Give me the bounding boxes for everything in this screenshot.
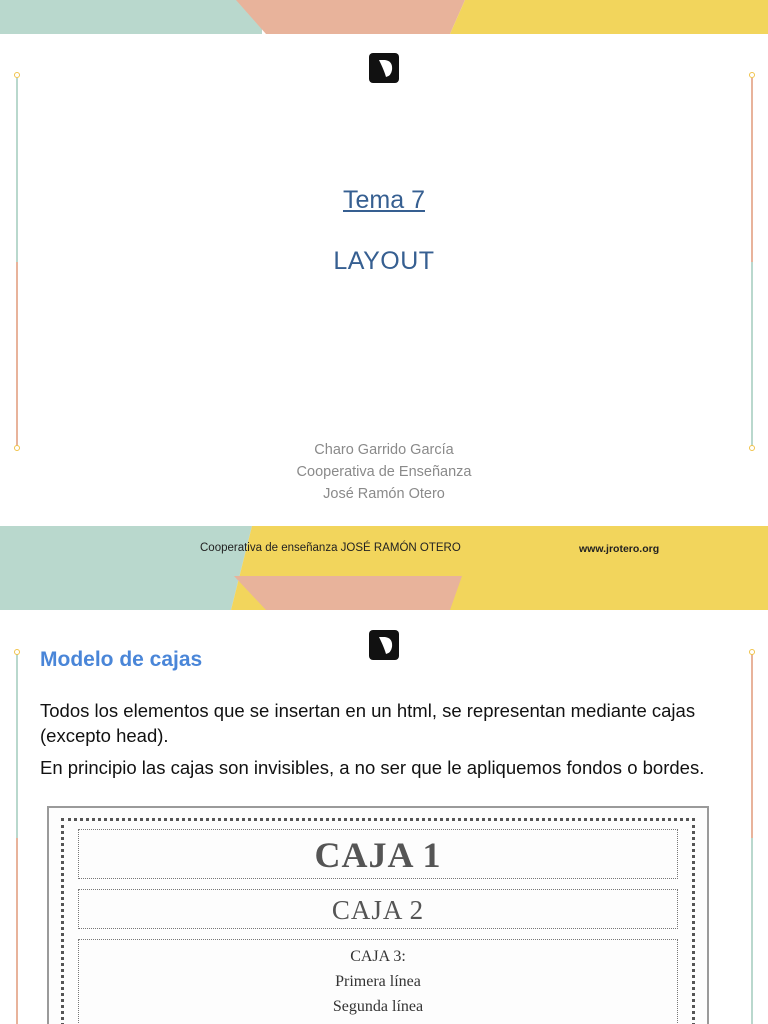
right-rail [751,654,753,838]
author-block [0,439,768,505]
box-3-line: Primera línea [335,973,421,990]
author-name: Charo Garrido García [314,442,454,458]
box-3-title: CAJA 3: [350,948,406,965]
left-rail-accent [16,262,18,446]
outer-container-box [61,818,695,1024]
right-rail [751,78,753,262]
rail-dot [749,649,755,655]
paragraph: En principio las cajas son invisibles, a no ser que le apliquemos fondos o bordes. [40,757,705,778]
rail-dot [749,72,755,78]
left-rail-accent [16,838,18,1024]
content-slide [0,610,768,1024]
footer-org-text: Cooperativa de enseñanza JOSÉ RAMÓN OTERO [200,542,461,554]
box-1-label: CAJA 1 [314,835,442,875]
box-model-figure [47,806,709,1024]
right-rail-accent [751,838,753,1024]
box-3-line: Segunda línea [332,998,424,1015]
author-school: José Ramón Otero [323,486,445,502]
slide-subtitle: LAYOUT [333,247,435,275]
rail-dot [14,72,20,78]
left-rail [16,78,18,262]
top-color-band [0,0,768,34]
right-rail-accent [751,262,753,446]
bottom-color-band [0,526,768,610]
footer-url-link[interactable]: www.jrotero.org [579,543,660,555]
left-rail [16,654,18,838]
box-2 [78,889,678,929]
box-1 [78,829,678,879]
slide-title-link[interactable]: Tema 7 [343,186,425,214]
box-2-label: CAJA 2 [331,895,425,925]
logo-icon [369,630,399,660]
box-3 [78,939,678,1024]
author-org: Cooperativa de Enseñanza [296,464,472,480]
paragraph: Todos los elementos que se insertan en un html, se representan mediante cajas (excepto head). [40,700,696,746]
logo-icon [369,53,399,83]
rail-dot [14,649,20,655]
slide-heading: Modelo de cajas [40,648,203,671]
